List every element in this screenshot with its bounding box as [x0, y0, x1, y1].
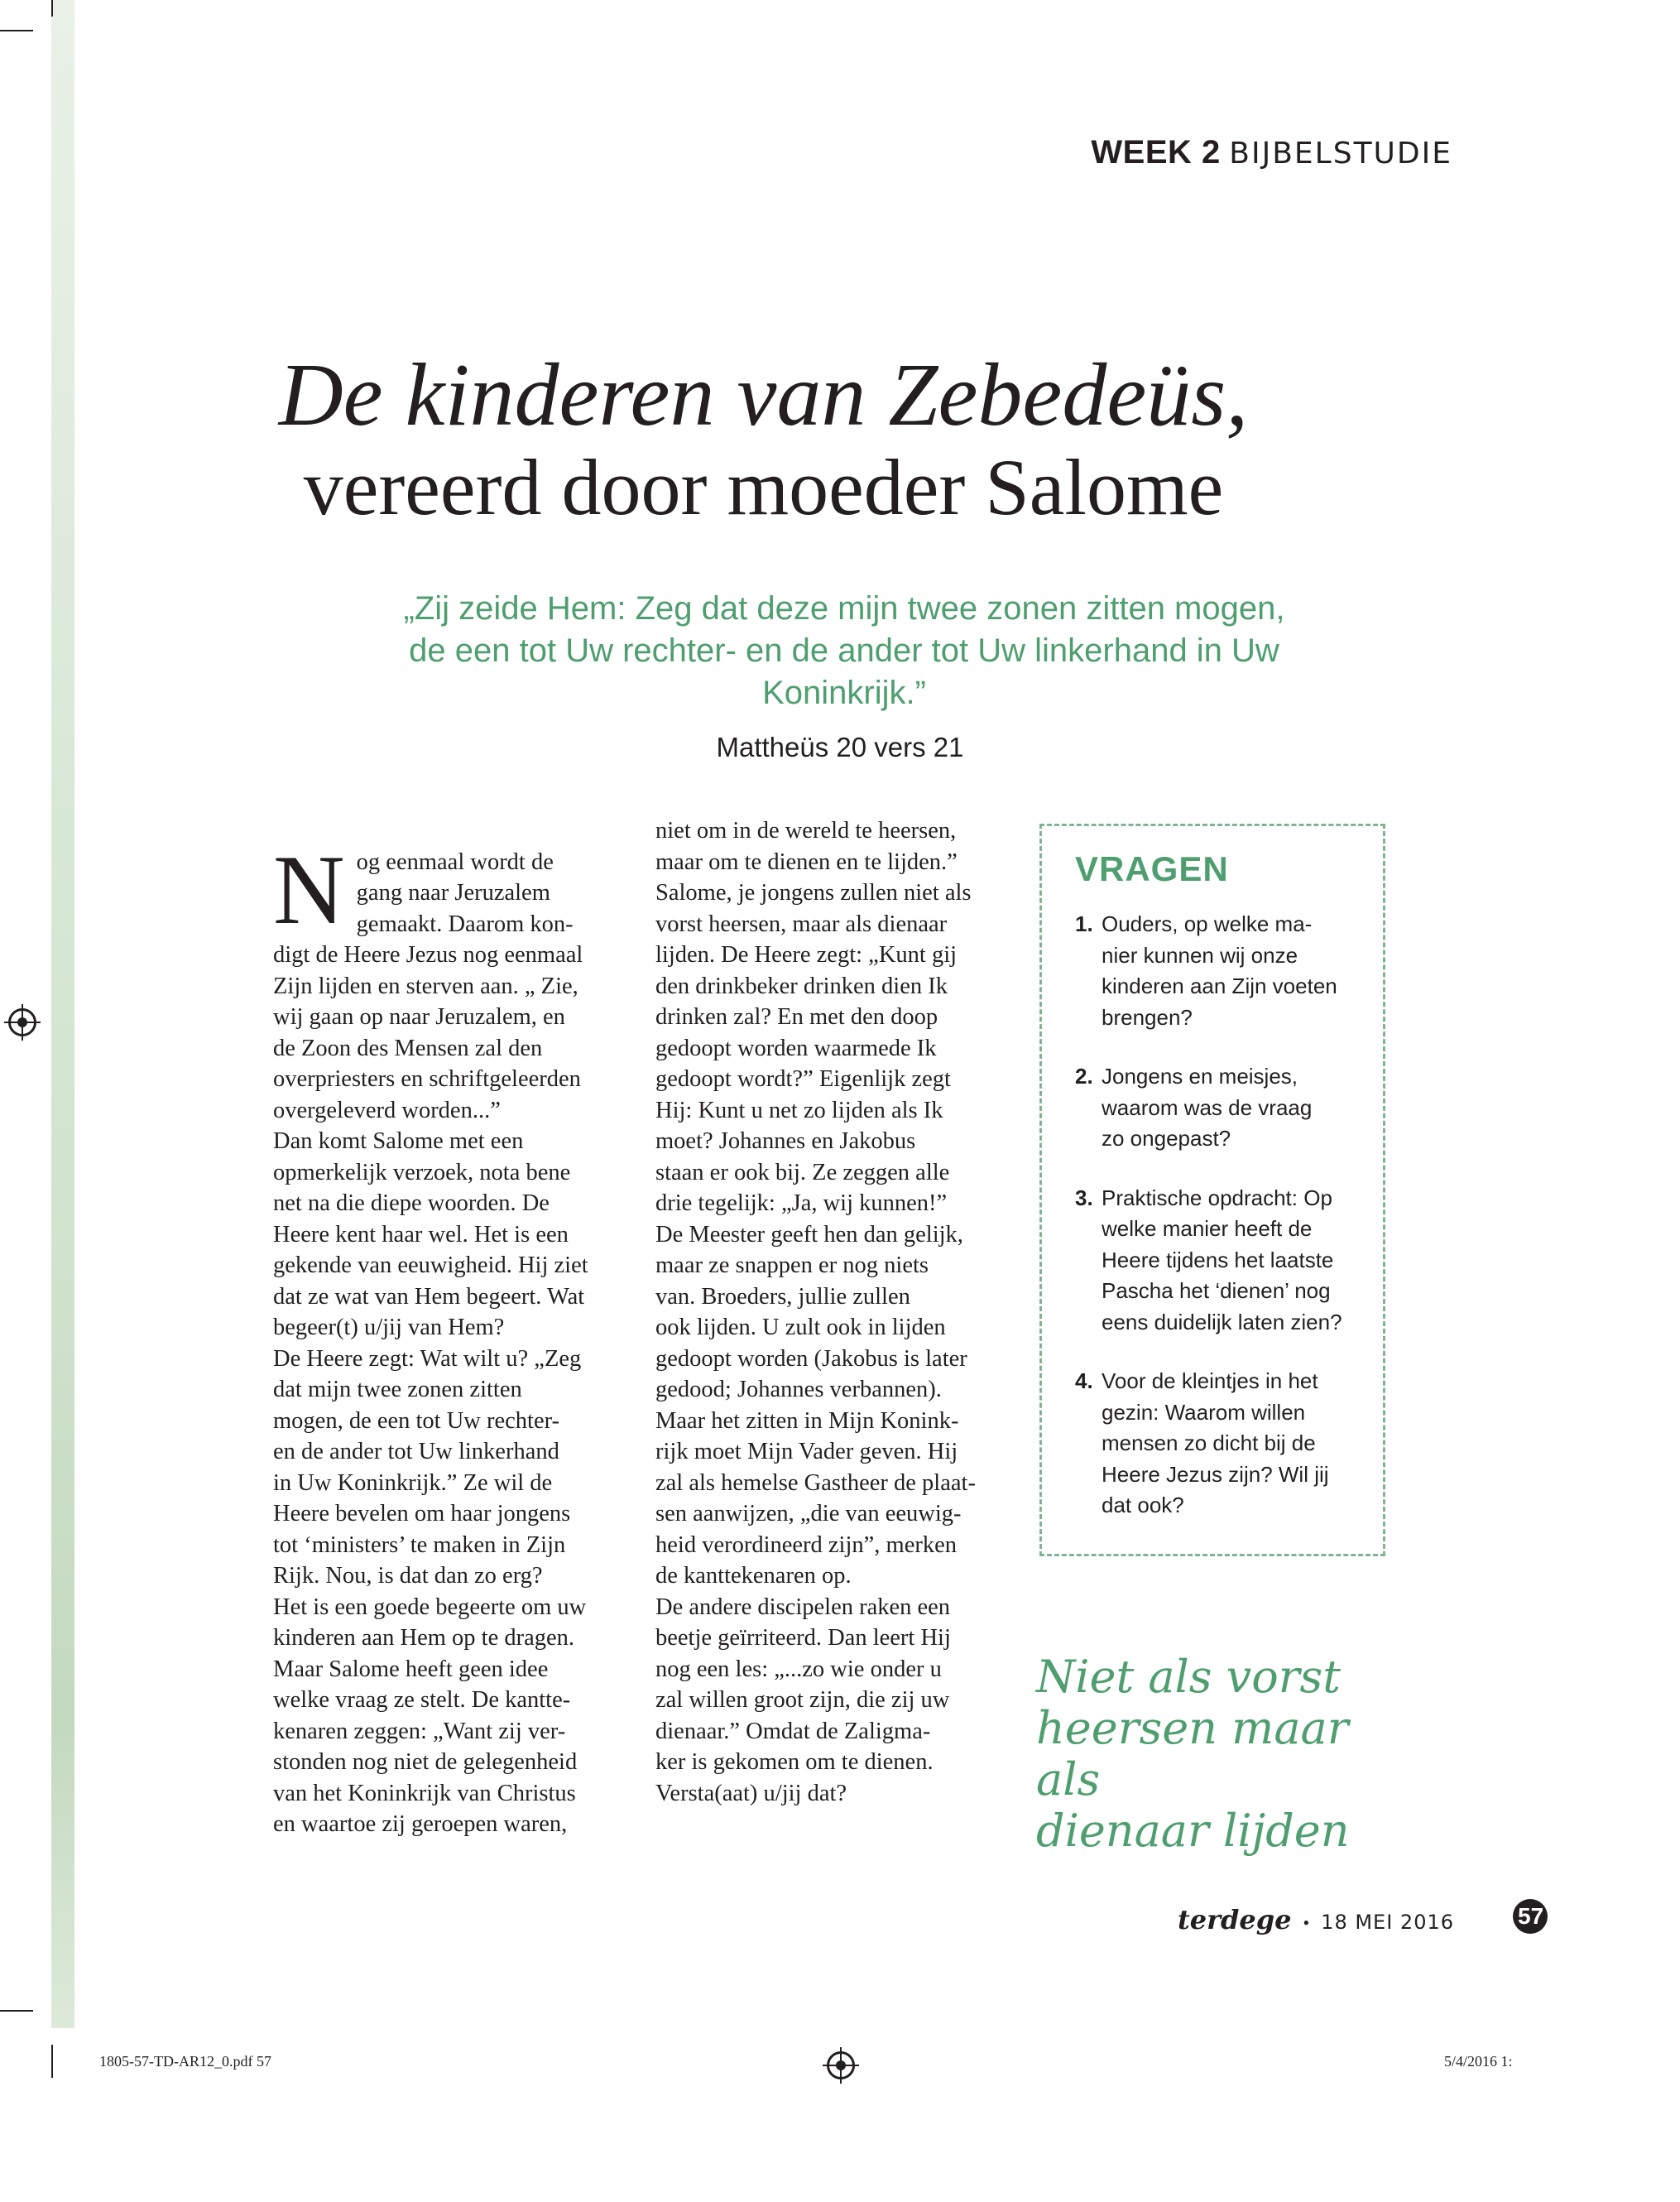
- page-footer: [1178, 1904, 1454, 1935]
- crop-mark: [0, 30, 33, 31]
- question-number: 1.: [1075, 911, 1093, 936]
- questions-heading: VRAGEN: [1075, 849, 1229, 888]
- title-line-1: De kinderen van Zebedeüs,: [278, 346, 1249, 445]
- question-text: Praktische opdracht: Op welke manier heeft de Heere tijdens het laatste Pascha het ‘dienen’ nog eens duidelijk laten zien?: [1102, 1185, 1342, 1334]
- page-number-badge: 57: [1513, 1899, 1548, 1934]
- question-number: 4.: [1075, 1368, 1093, 1393]
- bible-quote: „Zij zeide Hem: Zeg dat deze mijn twee zonen zitten mogen, de een tot Uw rechter- en de ander tot Uw linkerhand in Uw Koninkrijk.”: [403, 590, 1285, 712]
- question-item: [1075, 909, 1358, 1033]
- question-item: [1075, 1061, 1358, 1155]
- decorative-green-strip: [51, 0, 74, 2028]
- print-slug-date: 5/4/2016 1:: [1444, 2053, 1513, 2070]
- crop-mark: [0, 2010, 33, 2012]
- print-slug-file: 1805-57-TD-AR12_0.pdf 57: [99, 2053, 271, 2070]
- magazine-logo: terdege: [1178, 1904, 1292, 1935]
- bible-reference: Mattheüs 20 vers 21: [716, 732, 964, 762]
- question-number: 3.: [1075, 1185, 1093, 1210]
- crop-mark: [51, 2045, 53, 2078]
- question-item: [1075, 1366, 1358, 1522]
- question-text: Voor de kleintjes in het gezin: Waarom willen mensen zo dicht bij de Heere Jezus zijn? Wil jij dat ook?: [1102, 1368, 1329, 1517]
- title-line-2: vereerd door moeder Salome: [303, 442, 1224, 531]
- week-label: WEEK 2: [1091, 134, 1221, 171]
- question-number: 2.: [1075, 1064, 1093, 1089]
- section-header: [1091, 132, 1452, 171]
- section-label: BIJBELSTUDIE: [1229, 137, 1452, 171]
- registration-mark-icon: [8, 1008, 36, 1036]
- body-column-1: [273, 815, 625, 1840]
- question-text: Jongens en meisjes, waarom was de vraag zo ongepast?: [1102, 1064, 1313, 1151]
- body-text-1: og eenmaal wordt de gang naar Jeruzalem gemaakt. Daarom kon- digt de Heere Jezus nog eenmaal Zijn lijden en sterven aan. „ Zie, wij gaan op naar Jeruzalem, en de Zoon des Mensen zal den overpriesters en schriftgeleerden overgeleverd worden...” Dan komt Salome met een opmerkelijk verzoek, nota bene net na die diepe woorden. De Heere kent haar wel. Het is een gekende van eeuwigheid. Hij ziet dat ze wat van Hem begeert. Wat begeer(t) u/jij van Hem? De Heere zegt: Wat wilt u? „Zeg dat mijn twee zonen zitten mogen, de een tot Uw rechter- en de ander tot Uw linkerhand in Uw Koninkrijk.” Ze wil de Heere bevelen om haar jongens tot ‘ministers’ te maken in Zijn Rijk. Nou, is dat dan zo erg? Het is een goede begeerte om uw kinderen aan Hem op te dragen. Maar Salome heeft geen idee welke vraag ze stelt. De kantte- kenaren zeggen: „Want zij ver- stonden nog niet de gelegenheid van het Koninkrijk van Christus en waartoe zij geroepen waren,: [273, 849, 588, 1837]
- pull-quote: Niet als vorst heersen maar als dienaar lijden: [1036, 1651, 1350, 1857]
- body-column-2: niet om in de wereld te heersen, maar om te dienen en te lijden.” Salome, je jongens zullen niet als vorst heersen, maar als dienaar lijden. De Heere zegt: „Kunt gij den drinkbeker drinken dien Ik drinken zal? En met den doop gedoopt worden waarmede Ik gedoopt wordt?” Eigenlijk zegt Hij: Kunt u net zo lijden als Ik moet? Johannes en Jakobus staan er ook bij. Ze zeggen alle drie tegelijk: „Ja, wij kunnen!” De Meester geeft hen dan gelijk, maar ze snappen er nog niets van. Broeders, jullie zullen ook lijden. U zult ook in lijden gedoopt worden (Jakobus is later gedood; Johannes verbannen). Maar het zitten in Mijn Konink- rijk moet Mijn Vader geven. Hij zal als hemelse Gastheer de plaat- sen aanwijzen, „die van eeuwig- heid verordineerd zijn”, merken de kanttekenaren op. De andere discipelen raken een beetje geïrriteerd. Dan leert Hij nog een les: „...zo wie onder u zal willen groot zijn, die zij uw dienaar.” Omdat de Zaligma- ker is gekomen om te dienen. Versta(aat) u/jij dat?: [655, 818, 976, 1806]
- issue-date: 18 MEI 2016: [1321, 1911, 1454, 1934]
- footer-bullet: •: [1303, 1912, 1310, 1933]
- registration-mark-icon: [827, 2051, 855, 2079]
- questions-box: [1039, 824, 1385, 1556]
- crop-mark: [51, 0, 53, 17]
- article-title: [0, 348, 1527, 530]
- question-text: Ouders, op welke ma- nier kunnen wij onze kinderen aan Zijn voeten brengen?: [1102, 911, 1337, 1030]
- question-item: [1075, 1183, 1358, 1339]
- drop-cap: N: [273, 834, 345, 945]
